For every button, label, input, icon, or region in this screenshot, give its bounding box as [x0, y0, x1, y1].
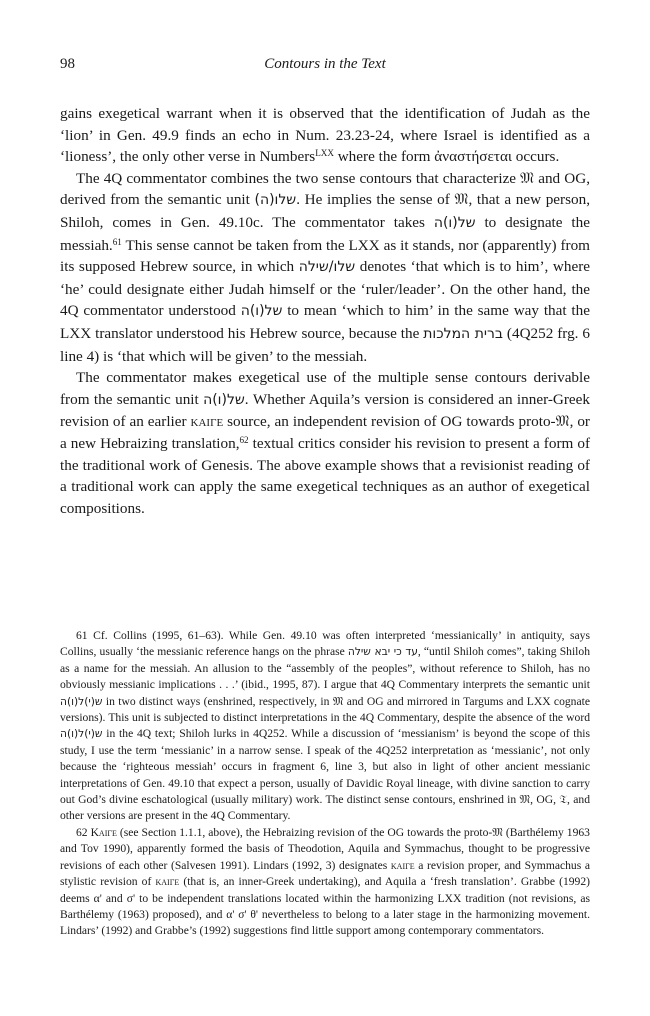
running-head — [60, 56, 590, 76]
text-run: gains exegetical warrant when it is observed that the identification of Judah as the ‘lion’ in Gen. 49.9 finds an echo in Num. 23.23-24, where Israel is identified as a ‘lioness’, the only other verse in Numbers — [60, 105, 590, 166]
main-text — [60, 103, 590, 519]
hebrew-term: ש(י)ל(ו)ה — [60, 727, 103, 741]
hebrew-term: ברית המלכות — [423, 325, 504, 342]
footnotes — [60, 628, 590, 940]
hebrew-term: ש(י)ל(ו)ה — [60, 694, 103, 708]
greek-term: καιγε — [155, 875, 180, 889]
text-run: , “until Shiloh comes”, taking Shiloh as a name for the messiah. An allusion to the “assembly of the peoples”, without reference to Shiloh, has no obviously messianic implications . . .’ (ibid., 1995, 87). I argue that 4Q Commentary interprets the semantic unit — [60, 645, 590, 692]
text-run: textual critics consider his revision to present a form of the traditional work of Genesis. The above example shows that a revisionist reading of a traditional work can apply the same exegetical techniques as an author of exegetical compositions. — [60, 434, 590, 517]
footnote-ref-62[interactable]: 62 — [239, 434, 249, 445]
text-run: (4Q252 frg. 6 line 4) is ‘that which will be given’ to the messiah. — [60, 324, 590, 365]
text-run: in the 4Q text; Shiloh lurks in 4Q252. While a discussion of ‘messianism’ is beyond the scope of this study, I use the term ‘messianic’ in a narrow sense. I speak of the 4Q252 interpretation as ‘messianic’, not only because the ‘righteous messiah’ occurs in fragment 6, line 3, but also in light of other ancient messianic interpretations of Gen. 49.10 that expect a person, usually of Davidic Royal lineage, with divine sanction to carry out God’s divine eschatological (usually military) work. The distinct sense contours, enshrined in 𝔐, OG, 𝔗, and other versions are present in the 4Q Commentary. — [60, 727, 590, 823]
hebrew-term: עד כי יבא שילה — [347, 645, 418, 659]
text-run: The 4Q commentator combines the two sense contours that characterize 𝔐 and OG, derived from the semantic unit — [60, 169, 590, 209]
paragraph-2 — [60, 168, 590, 367]
greek-term: καιγε — [190, 413, 224, 431]
text-run: (that is, an inner-Greek undertaking), and Aquila a ‘fresh translation’. Grabbe (1992) deems α' and σ' to be independent translations located within the harmonizing LXX tradition (not revisions, as Barthélemy (1963) proposed), and α' σ' θ' nevertheless to belong to a later stage in the harmonizing movement. Lindars’ (1992) and Grabbe’s (1992) suggestions find little support among contemporary commentators. — [60, 875, 591, 938]
hebrew-term: שלו(ה) — [254, 192, 297, 209]
text-run: 61 Cf. Collins (1995, 61–63). While Gen. 49.10 was often interpreted ‘messianically’ in antiquity, says Collins, usually ‘the messianic reference hangs on the phrase — [60, 629, 590, 659]
page-number: 98 — [60, 56, 75, 72]
text-run: where the form ἀναστήσεται occurs. — [333, 148, 560, 166]
paragraph-1 — [60, 103, 590, 168]
greek-term: Καιγε — [90, 825, 117, 839]
text-run: . Whether Aquila’s version is considered an inner-Greek revision of an earlier — [60, 390, 590, 431]
hebrew-term: של(ו)ה — [240, 303, 283, 320]
text-run: . He implies the sense of 𝔐, that a new person, Shiloh, comes in Gen. 49.10c. The commentator takes — [60, 191, 590, 231]
greek-term: καιγε — [390, 858, 415, 872]
superscript-lxx: LXX — [315, 148, 334, 159]
text-run: 62 — [76, 825, 91, 839]
paragraph-3 — [60, 367, 590, 519]
running-title: Contours in the Text — [264, 56, 386, 72]
text-run: in two distinct ways (enshrined, respectively, in 𝔐 and OG and mirrored in Targums and LXX cognate versions). This unit is subjected to distinct interpretations in the 4Q Commentary, despite the absence of the word — [60, 694, 590, 725]
text-run: (see Section 1.1.1, above), the Hebraizing revision of the OG towards the proto-𝔐 (Barthélemy 1963 and Tov 1990), apparently formed the basis of Theodotion, Aquila and Symmachus, thought to be progressive revisions of each other (Salvesen 1991). Lindars (1992, 3) designates — [60, 825, 590, 872]
text-run: to designate the messiah. — [60, 213, 590, 254]
hebrew-term: של(ו)ה — [433, 214, 476, 231]
text-run: to mean ‘which to him’ in the same way that the LXX translator understood his Hebrew source, because the — [60, 302, 590, 342]
text-run: This sense cannot be taken from the LXX as it stands, nor (apparently) from its supposed Hebrew source, in which — [60, 236, 590, 276]
text-run: a revision proper, and Symmachus a stylistic revision of — [60, 858, 590, 889]
footnote-62 — [60, 825, 590, 940]
footnote-61 — [60, 628, 590, 825]
text-run: source, an independent revision of OG towards proto-𝔐, or a new Hebraizing translation, — [60, 413, 590, 452]
hebrew-term: של(ו)ה — [203, 391, 245, 408]
text-run: denotes ‘that which is to him’, where ‘he’ could designate either Judah himself or the ‘ruler/leader’. On the other hand, the 4Q commentator understood — [60, 258, 590, 320]
text-run: The commentator makes exegetical use of the multiple sense contours derivable from the semantic unit — [60, 369, 590, 408]
footnote-ref-61[interactable]: 61 — [112, 236, 122, 247]
hebrew-term: שלו/שילה — [298, 259, 356, 276]
